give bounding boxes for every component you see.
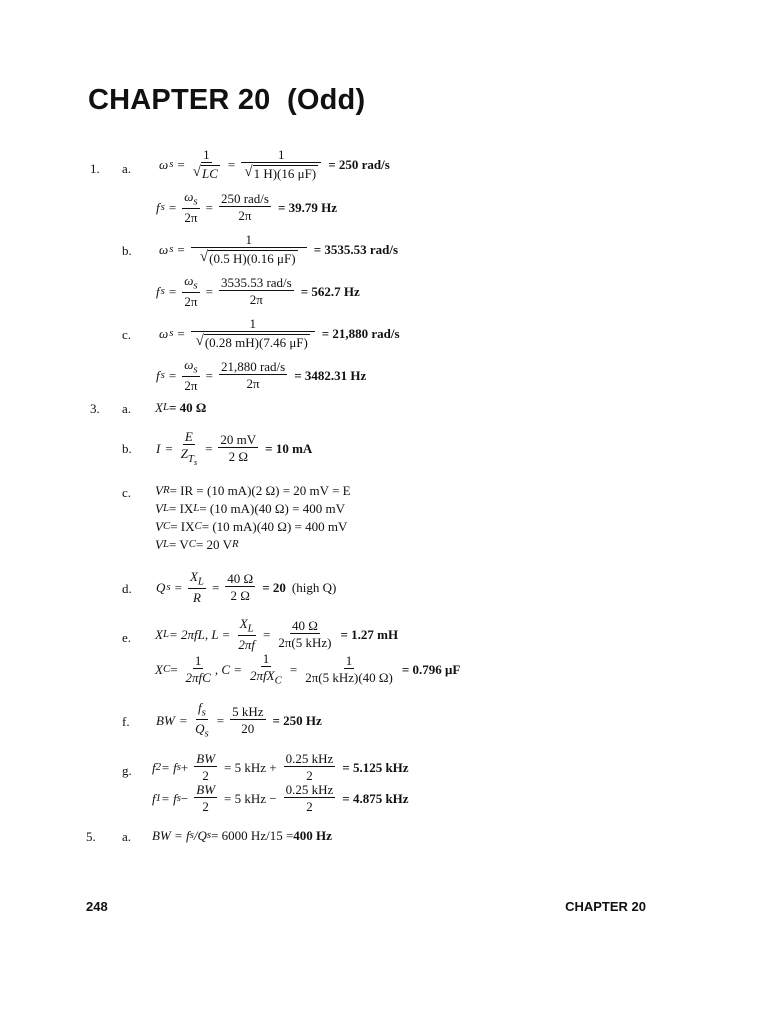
page-title: CHAPTER 20 (Odd) [88,84,366,116]
equation-1c-f: f s = $\frac{\omega_s}{2\pi}$ = $\frac{\text{21,880 rad/s}}{2\pi}$ = 3482.31 Hz [156,357,367,394]
part-label: a. [122,829,132,844]
equation-3g-f2: f 2 = f s + $\frac{BW}{2}$ = 5 kHz + $\frac{\text{0.25 kHz}}{2}$ = 5.125 kHz [152,751,409,783]
equation-3a: X L = 40 Ω [155,400,207,415]
part-label: a. [122,401,132,416]
part-label: f. [122,714,130,729]
part-label: c. [122,327,132,342]
equation-3b: I = $\frac{E}{Z_{T_s}}$ = $\frac{20 mV}{2 \Omega}$ = 10 mA [156,429,313,467]
part-label: d. [122,581,132,596]
equation-3c-vl: V L = IX L = (10 mA)(40 Ω) = 400 mV [155,501,345,516]
running-footer-chapter: CHAPTER 20 [565,899,646,914]
part-label: g. [122,763,132,778]
equation-3c-vl-vc: V L = V C = 20 V R [155,537,239,552]
equation-3g-f1: f 1 = f s − $\frac{BW}{2}$ = 5 kHz − $\frac{\text{0.25 kHz}}{2}$ = 4.875 kHz [152,782,409,814]
problem-number: 1. [90,161,100,176]
problem-number: 3. [90,401,100,416]
page-number: 248 [86,899,108,914]
equation-3f: BW = $\frac{f_s}{Q_s}$ = $\frac{\text{5 kHz}}{20}$ = 250 Hz [156,700,322,741]
equation-1b-omega: ω s = 1 √ (0.5 H)(0.16 μF) = 3535.53 rad/s [159,232,399,266]
equation-3d: Q s = $\frac{X_L}{R}$ = $\frac{40 \Omega}{2 \Omega}$ = 20 (high Q) [156,569,337,606]
equation-5a: BW = f s /Q s = 6000 Hz/15 = 400 Hz [152,828,332,843]
part-label: b. [122,441,132,456]
equation-3e-xl: X L = 2πfL, L = $\frac{X_L}{2\pi f}$ = $\frac{40 \Omega}{\text{2π(5 kHz)}}$ = 1.27 mH [155,616,399,653]
equation-3c-vr: V R = IR = (10 mA)(2 Ω) = 20 mV = E [155,483,351,498]
part-label: c. [122,485,132,500]
equation-1c-omega: ω s = 1 √ (0.28 mH)(7.46 μF) = 21,880 rad/s [159,316,400,350]
part-label: b. [122,243,132,258]
equation-1a-omega: ω s = 1 √ LC = 1 √ 1 H)(16 μF) = 250 rad/s [159,147,390,181]
part-label: e. [122,630,132,645]
equation-1b-f: f s = $\frac{\omega_s}{2\pi}$ = $\frac{\text{3535.53 rad/s}}{2\pi}$ = 562.7 Hz [156,273,360,310]
equation-1a-f: f s = $\frac{\omega_s}{2\pi}$ = $\frac{\text{250 rad/s}}{2\pi}$ = 39.79 Hz [156,189,338,226]
problem-number: 5. [86,829,96,844]
equation-3e-xc: X C = $\frac{1}{\text{2πfC}}$ , C = $\frac{1}{2\pi fX_C}$ = $\frac{1}{\text{2π(5 kHz)(40 Ω)}}$ = 0.796 μF [155,651,461,687]
equation-3c-vc: V C = IX C = (10 mA)(40 Ω) = 400 mV [155,519,348,534]
part-label: a. [122,161,132,176]
